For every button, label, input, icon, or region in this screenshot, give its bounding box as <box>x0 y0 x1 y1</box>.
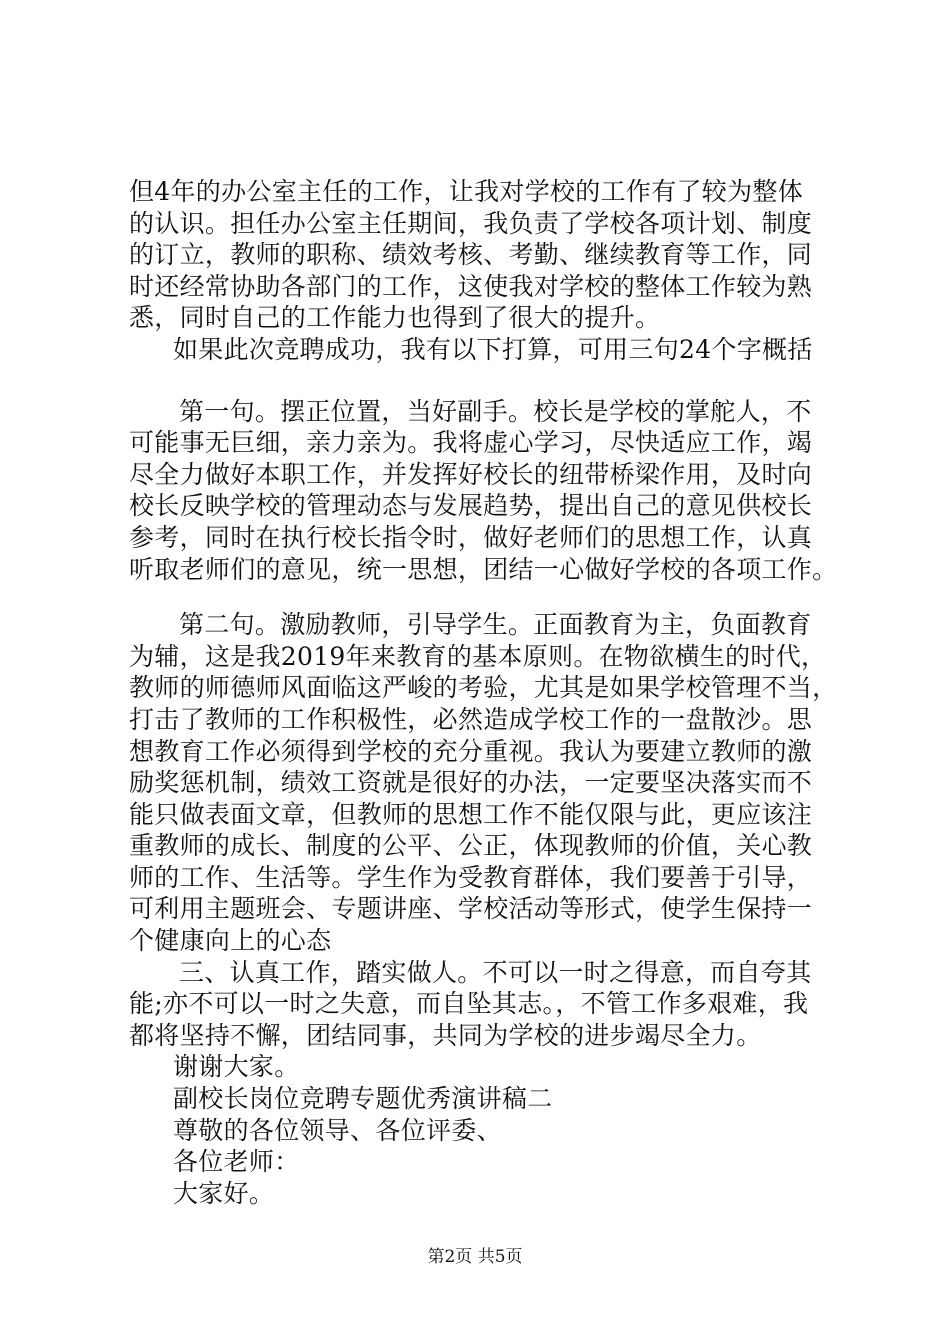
text-line: 可能事无巨细，亲力亲为。我将虚心学习，尽快适应工作，竭 <box>129 428 813 458</box>
text-line: 可利用主题班会、专题讲座、学校活动等形式，使学生保持一 <box>129 894 813 924</box>
text-line: 如果此次竞聘成功，我有以下打算，可用三句24个字概括 <box>173 334 813 364</box>
text-line: 第一句。摆正位置，当好副手。校长是学校的掌舵人，不 <box>179 396 812 426</box>
text-line: 副校长岗位竞聘专题优秀演讲稿二 <box>173 1084 553 1114</box>
text-line: 的认识。担任办公室主任期间，我负责了学校各项计划、制度 <box>129 208 813 238</box>
text-line: 励奖惩机制，绩效工资就是很好的办法，一定要坚决落实而不 <box>129 768 813 798</box>
text-line: 校长反映学校的管理动态与发展趋势，提出自己的意见供校长 <box>129 491 813 521</box>
text-line: 教师的师德师风面临这严峻的考验，尤其是如果学校管理不当， <box>129 673 838 703</box>
text-line: 悉，同时自己的工作能力也得到了很大的提升。 <box>129 303 661 333</box>
text-line: 打击了教师的工作积极性，必然造成学校工作的一盘散沙。思 <box>129 704 813 734</box>
text-line: 听取老师们的意见，统一思想，团结一心做好学校的各项工作。 <box>129 554 838 584</box>
text-line: 时还经常协助各部门的工作，这使我对学校的整体工作较为熟 <box>129 271 813 301</box>
text-line: 的订立，教师的职称、绩效考核、考勤、继续教育等工作，同 <box>129 240 813 270</box>
text-line: 大家好。 <box>173 1178 275 1208</box>
text-line: 都将坚持不懈，团结同事，共同为学校的进步竭尽全力。 <box>129 1020 762 1050</box>
text-line: 各位老师： <box>173 1147 300 1177</box>
document-body <box>129 176 854 1209</box>
text-line: 为辅，这是我2019年来教育的基本原则。在物欲横生的时代， <box>129 641 827 671</box>
text-line: 尽全力做好本职工作，并发挥好校长的纽带桥梁作用，及时向 <box>129 459 813 489</box>
text-line: 第二句。激励教师，引导学生。正面教育为主，负面教育 <box>179 610 812 640</box>
text-line: 能;亦不可以一时之失意，而自坠其志。，不管工作多艰难，我 <box>129 989 809 1019</box>
paragraph-gap <box>129 366 854 396</box>
text-line: 重教师的成长、制度的公平、公正，体现教师的价值，关心教 <box>129 831 813 861</box>
text-line: 谢谢大家。 <box>173 1052 300 1082</box>
page-number: 第2页 共5页 <box>427 1247 523 1267</box>
text-line: 个健康向上的心态 <box>129 926 332 956</box>
paragraph-gap <box>129 585 854 609</box>
text-line: 能只做表面文章，但教师的思想工作不能仅限与此，更应该注 <box>129 799 813 829</box>
text-line: 参考，同时在执行校长指令时，做好老师们的思想工作，认真 <box>129 522 813 552</box>
text-line: 尊敬的各位领导、各位评委、 <box>173 1115 502 1145</box>
text-line: 想教育工作必须得到学校的充分重视。我认为要建立教师的激 <box>129 736 813 766</box>
text-line: 三、认真工作，踏实做人。不可以一时之得意，而自夸其 <box>179 957 812 987</box>
text-line: 师的工作、生活等。学生作为受教育群体，我们要善于引导， <box>129 862 813 892</box>
text-line: 但4年的办公室主任的工作，让我对学校的工作有了较为整体 <box>129 177 804 206</box>
